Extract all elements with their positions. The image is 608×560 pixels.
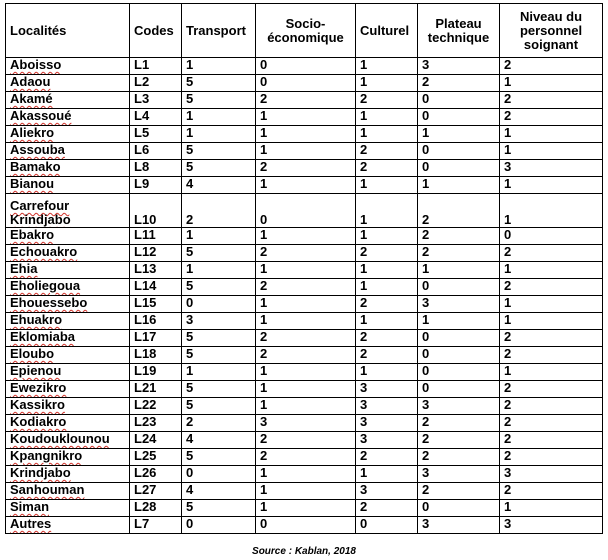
table-row <box>6 245 603 262</box>
cell-socio-economique: 1 <box>256 177 356 194</box>
cell-culturel: 3 <box>356 398 418 415</box>
cell-niveau-personnel: 3 <box>500 160 603 177</box>
table-row <box>6 92 603 109</box>
cell-plateau-technique: 0 <box>418 279 500 296</box>
cell-transport: 2 <box>182 415 256 432</box>
localite-name: Ehia <box>10 261 38 276</box>
table-row <box>6 483 603 500</box>
localites-table <box>5 3 603 534</box>
cell-code: L22 <box>130 398 182 415</box>
cell-localite <box>6 92 130 109</box>
localite-name: Ebakro <box>10 227 55 242</box>
cell-transport: 4 <box>182 177 256 194</box>
cell-code: L18 <box>130 347 182 364</box>
cell-culturel: 1 <box>356 313 418 330</box>
cell-plateau-technique: 0 <box>418 347 500 364</box>
cell-plateau-technique: 1 <box>418 126 500 143</box>
cell-localite <box>6 330 130 347</box>
localite-name: Eklomiaba <box>10 329 76 344</box>
cell-socio-economique: 1 <box>256 228 356 245</box>
cell-localite <box>6 262 130 279</box>
cell-socio-economique: 1 <box>256 500 356 517</box>
cell-transport: 1 <box>182 228 256 245</box>
cell-niveau-personnel: 2 <box>500 398 603 415</box>
cell-transport: 1 <box>182 58 256 75</box>
table-row <box>6 75 603 92</box>
cell-localite <box>6 398 130 415</box>
cell-transport: 0 <box>182 296 256 313</box>
cell-socio-economique: 2 <box>256 92 356 109</box>
cell-transport: 1 <box>182 109 256 126</box>
cell-plateau-technique: 3 <box>418 517 500 534</box>
cell-code: L7 <box>130 517 182 534</box>
table-row <box>6 432 603 449</box>
cell-transport: 2 <box>182 194 256 228</box>
cell-niveau-personnel: 1 <box>500 75 603 92</box>
cell-localite <box>6 500 130 517</box>
cell-culturel: 2 <box>356 449 418 466</box>
cell-socio-economique: 2 <box>256 347 356 364</box>
cell-culturel: 1 <box>356 279 418 296</box>
cell-socio-economique: 2 <box>256 432 356 449</box>
cell-code: L19 <box>130 364 182 381</box>
header-socio-economique: Socio-économique <box>256 4 356 58</box>
cell-code: L25 <box>130 449 182 466</box>
cell-transport: 5 <box>182 330 256 347</box>
cell-transport: 3 <box>182 313 256 330</box>
localite-name: Eholiegoua <box>10 278 81 293</box>
cell-socio-economique: 0 <box>256 194 356 228</box>
cell-culturel: 2 <box>356 143 418 160</box>
cell-niveau-personnel: 1 <box>500 500 603 517</box>
table-row <box>6 313 603 330</box>
cell-culturel: 1 <box>356 228 418 245</box>
cell-plateau-technique: 2 <box>418 415 500 432</box>
header-localites: Localités <box>6 4 130 58</box>
table-row <box>6 364 603 381</box>
table-row <box>6 194 603 228</box>
localite-name: Koudouklounou <box>10 431 110 446</box>
cell-plateau-technique: 3 <box>418 296 500 313</box>
localite-name: Ehouessebo <box>10 295 88 310</box>
localite-name: Carrefour Krindjabo <box>10 198 71 227</box>
cell-socio-economique: 2 <box>256 245 356 262</box>
cell-localite <box>6 160 130 177</box>
cell-culturel: 2 <box>356 160 418 177</box>
header-codes: Codes <box>130 4 182 58</box>
cell-transport: 0 <box>182 466 256 483</box>
cell-transport: 5 <box>182 449 256 466</box>
cell-niveau-personnel: 2 <box>500 381 603 398</box>
cell-plateau-technique: 2 <box>418 483 500 500</box>
cell-niveau-personnel: 1 <box>500 143 603 160</box>
table-row <box>6 517 603 534</box>
cell-plateau-technique: 3 <box>418 466 500 483</box>
cell-localite <box>6 279 130 296</box>
cell-plateau-technique: 0 <box>418 160 500 177</box>
localite-name: Kassikro <box>10 397 65 412</box>
localite-name: Kpangnikro <box>10 448 83 463</box>
cell-culturel: 2 <box>356 500 418 517</box>
cell-plateau-technique: 2 <box>418 194 500 228</box>
cell-localite <box>6 228 130 245</box>
localite-name: Epienou <box>10 363 62 378</box>
cell-transport: 5 <box>182 245 256 262</box>
cell-code: L9 <box>130 177 182 194</box>
cell-code: L27 <box>130 483 182 500</box>
cell-plateau-technique: 0 <box>418 500 500 517</box>
cell-plateau-technique: 0 <box>418 330 500 347</box>
cell-localite <box>6 364 130 381</box>
cell-code: L21 <box>130 381 182 398</box>
cell-culturel: 3 <box>356 483 418 500</box>
cell-localite <box>6 75 130 92</box>
cell-socio-economique: 1 <box>256 313 356 330</box>
cell-transport: 1 <box>182 364 256 381</box>
cell-culturel: 1 <box>356 177 418 194</box>
localite-name: Siman <box>10 499 50 514</box>
cell-niveau-personnel: 1 <box>500 296 603 313</box>
cell-plateau-technique: 1 <box>418 313 500 330</box>
localite-name: Aboisso <box>10 57 62 72</box>
cell-localite <box>6 58 130 75</box>
cell-culturel: 0 <box>356 517 418 534</box>
localite-name: Akassoué <box>10 108 72 123</box>
localite-name: Assouba <box>10 142 65 157</box>
cell-transport: 5 <box>182 500 256 517</box>
cell-culturel: 1 <box>356 58 418 75</box>
cell-localite <box>6 415 130 432</box>
cell-niveau-personnel: 2 <box>500 279 603 296</box>
localite-name: Sanhouman <box>10 482 85 497</box>
cell-niveau-personnel: 2 <box>500 415 603 432</box>
cell-code: L10 <box>130 194 182 228</box>
cell-culturel: 1 <box>356 109 418 126</box>
cell-socio-economique: 1 <box>256 109 356 126</box>
cell-socio-economique: 1 <box>256 262 356 279</box>
table-row <box>6 398 603 415</box>
cell-transport: 4 <box>182 483 256 500</box>
cell-niveau-personnel: 1 <box>500 364 603 381</box>
cell-localite <box>6 449 130 466</box>
cell-code: L1 <box>130 58 182 75</box>
cell-localite <box>6 483 130 500</box>
cell-culturel: 2 <box>356 245 418 262</box>
cell-socio-economique: 3 <box>256 415 356 432</box>
cell-plateau-technique: 0 <box>418 92 500 109</box>
localite-name: Autres <box>10 516 52 531</box>
cell-transport: 0 <box>182 517 256 534</box>
source-caption: Source : Kablan, 2018 <box>252 546 356 557</box>
cell-niveau-personnel: 0 <box>500 228 603 245</box>
cell-code: L13 <box>130 262 182 279</box>
cell-culturel: 1 <box>356 466 418 483</box>
cell-localite <box>6 381 130 398</box>
cell-localite <box>6 313 130 330</box>
localite-name: Bianou <box>10 176 55 191</box>
cell-niveau-personnel: 1 <box>500 177 603 194</box>
localite-name: Akamé <box>10 91 53 106</box>
cell-socio-economique: 1 <box>256 483 356 500</box>
cell-niveau-personnel: 2 <box>500 449 603 466</box>
header-niveau-personnel: Niveau du personnel soignant <box>500 4 603 58</box>
cell-culturel: 2 <box>356 347 418 364</box>
cell-code: L28 <box>130 500 182 517</box>
cell-localite <box>6 194 130 228</box>
cell-culturel: 2 <box>356 330 418 347</box>
cell-socio-economique: 1 <box>256 381 356 398</box>
cell-socio-economique: 0 <box>256 58 356 75</box>
header-plateau-technique: Plateau technique <box>418 4 500 58</box>
cell-niveau-personnel: 2 <box>500 347 603 364</box>
cell-socio-economique: 2 <box>256 449 356 466</box>
cell-niveau-personnel: 2 <box>500 330 603 347</box>
cell-culturel: 2 <box>356 92 418 109</box>
cell-niveau-personnel: 2 <box>500 432 603 449</box>
cell-code: L16 <box>130 313 182 330</box>
table-row <box>6 500 603 517</box>
cell-code: L8 <box>130 160 182 177</box>
table-row <box>6 279 603 296</box>
cell-transport: 5 <box>182 92 256 109</box>
cell-localite <box>6 347 130 364</box>
cell-transport: 1 <box>182 262 256 279</box>
table-row <box>6 262 603 279</box>
localite-name: Echouakro <box>10 244 78 259</box>
cell-culturel: 1 <box>356 126 418 143</box>
cell-plateau-technique: 2 <box>418 449 500 466</box>
cell-socio-economique: 0 <box>256 75 356 92</box>
table-row <box>6 347 603 364</box>
cell-code: L26 <box>130 466 182 483</box>
cell-transport: 5 <box>182 75 256 92</box>
cell-plateau-technique: 1 <box>418 262 500 279</box>
cell-socio-economique: 2 <box>256 330 356 347</box>
cell-code: L2 <box>130 75 182 92</box>
cell-code: L15 <box>130 296 182 313</box>
cell-code: L6 <box>130 143 182 160</box>
cell-culturel: 3 <box>356 415 418 432</box>
cell-socio-economique: 1 <box>256 364 356 381</box>
cell-localite <box>6 517 130 534</box>
cell-transport: 5 <box>182 347 256 364</box>
cell-plateau-technique: 3 <box>418 398 500 415</box>
cell-plateau-technique: 2 <box>418 432 500 449</box>
cell-culturel: 1 <box>356 262 418 279</box>
cell-niveau-personnel: 2 <box>500 92 603 109</box>
cell-transport: 5 <box>182 279 256 296</box>
cell-socio-economique: 2 <box>256 279 356 296</box>
cell-transport: 5 <box>182 160 256 177</box>
cell-localite <box>6 177 130 194</box>
cell-niveau-personnel: 3 <box>500 466 603 483</box>
cell-localite <box>6 126 130 143</box>
table-row <box>6 330 603 347</box>
cell-plateau-technique: 2 <box>418 75 500 92</box>
cell-niveau-personnel: 1 <box>500 262 603 279</box>
cell-culturel: 3 <box>356 381 418 398</box>
cell-code: L3 <box>130 92 182 109</box>
cell-plateau-technique: 1 <box>418 177 500 194</box>
table-row <box>6 466 603 483</box>
table-row <box>6 109 603 126</box>
cell-transport: 4 <box>182 432 256 449</box>
cell-code: L4 <box>130 109 182 126</box>
cell-socio-economique: 1 <box>256 126 356 143</box>
cell-transport: 5 <box>182 143 256 160</box>
cell-localite <box>6 432 130 449</box>
header-transport: Transport <box>182 4 256 58</box>
localite-name: Krindjabo <box>10 465 71 480</box>
cell-niveau-personnel: 2 <box>500 245 603 262</box>
table-row <box>6 126 603 143</box>
table-row <box>6 177 603 194</box>
table-body <box>6 58 603 534</box>
cell-niveau-personnel: 1 <box>500 194 603 228</box>
cell-plateau-technique: 0 <box>418 364 500 381</box>
cell-culturel: 2 <box>356 296 418 313</box>
cell-code: L5 <box>130 126 182 143</box>
cell-localite <box>6 109 130 126</box>
localite-name: Ewezikro <box>10 380 67 395</box>
cell-niveau-personnel: 1 <box>500 126 603 143</box>
cell-niveau-personnel: 2 <box>500 483 603 500</box>
localite-name: Adaou <box>10 74 51 89</box>
table-row <box>6 228 603 245</box>
cell-culturel: 3 <box>356 432 418 449</box>
cell-plateau-technique: 2 <box>418 228 500 245</box>
table-row <box>6 381 603 398</box>
cell-socio-economique: 1 <box>256 398 356 415</box>
cell-localite <box>6 143 130 160</box>
cell-niveau-personnel: 2 <box>500 109 603 126</box>
localite-name: Bamako <box>10 159 61 174</box>
cell-niveau-personnel: 2 <box>500 58 603 75</box>
cell-localite <box>6 466 130 483</box>
table-row <box>6 415 603 432</box>
cell-socio-economique: 0 <box>256 517 356 534</box>
table-row <box>6 296 603 313</box>
cell-code: L12 <box>130 245 182 262</box>
table-row <box>6 143 603 160</box>
cell-localite <box>6 296 130 313</box>
cell-socio-economique: 2 <box>256 160 356 177</box>
cell-socio-economique: 1 <box>256 466 356 483</box>
localite-name: Ehuakro <box>10 312 63 327</box>
cell-code: L24 <box>130 432 182 449</box>
localite-name: Kodiakro <box>10 414 67 429</box>
cell-code: L14 <box>130 279 182 296</box>
table-row <box>6 58 603 75</box>
cell-niveau-personnel: 1 <box>500 313 603 330</box>
cell-transport: 5 <box>182 398 256 415</box>
cell-code: L23 <box>130 415 182 432</box>
cell-transport: 1 <box>182 126 256 143</box>
cell-transport: 5 <box>182 381 256 398</box>
localite-name: Eloubo <box>10 346 55 361</box>
cell-culturel: 1 <box>356 364 418 381</box>
cell-socio-economique: 1 <box>256 296 356 313</box>
cell-code: L11 <box>130 228 182 245</box>
cell-plateau-technique: 2 <box>418 245 500 262</box>
cell-socio-economique: 1 <box>256 143 356 160</box>
cell-culturel: 1 <box>356 75 418 92</box>
cell-niveau-personnel: 3 <box>500 517 603 534</box>
cell-plateau-technique: 0 <box>418 381 500 398</box>
header-row <box>6 4 603 58</box>
cell-culturel: 1 <box>356 194 418 228</box>
table-row <box>6 449 603 466</box>
cell-plateau-technique: 0 <box>418 109 500 126</box>
cell-plateau-technique: 3 <box>418 58 500 75</box>
cell-code: L17 <box>130 330 182 347</box>
table-row <box>6 160 603 177</box>
cell-localite <box>6 245 130 262</box>
cell-plateau-technique: 0 <box>418 143 500 160</box>
table-container <box>5 3 603 534</box>
header-culturel: Culturel <box>356 4 418 58</box>
localite-name: Aliekro <box>10 125 55 140</box>
